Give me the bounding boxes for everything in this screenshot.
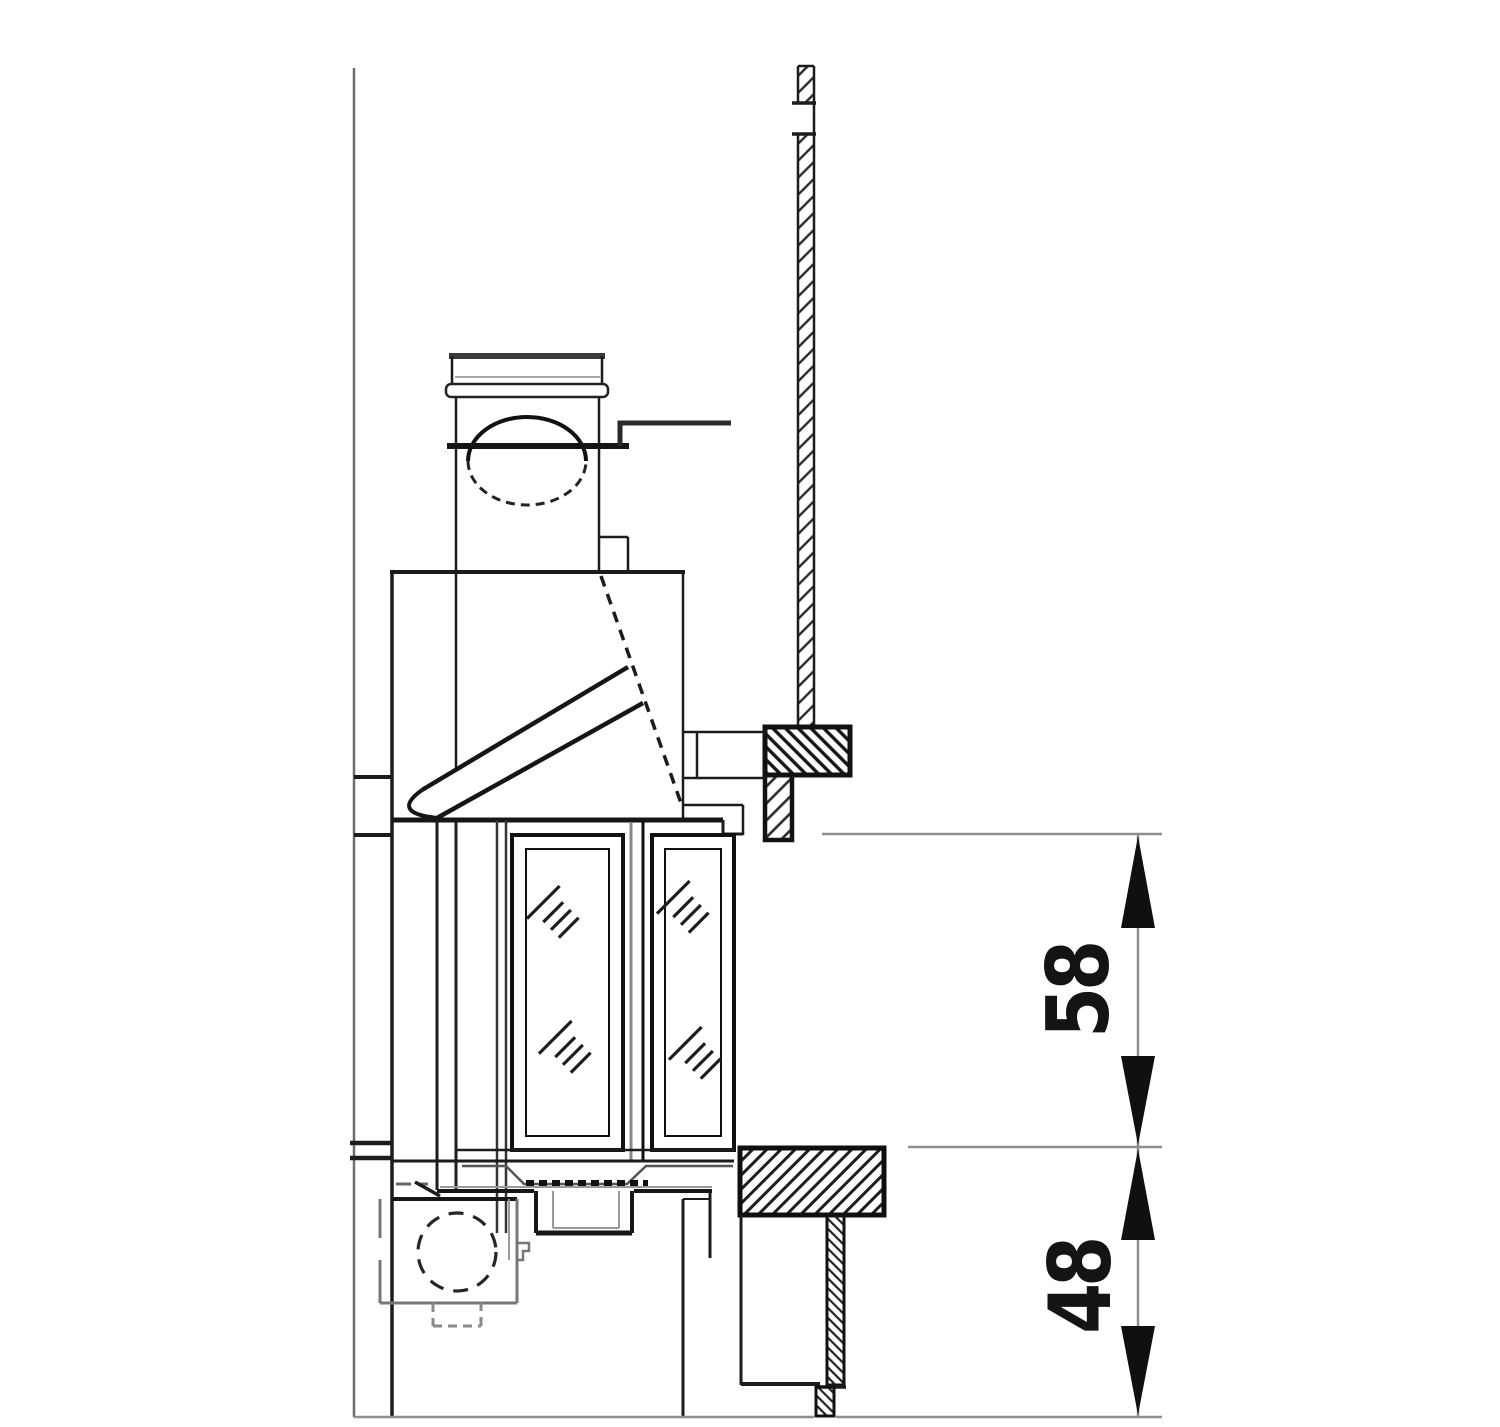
dimension-label-48: 48 [1031, 1224, 1131, 1334]
bench-leg [827, 1215, 844, 1385]
right-glass-pane [665, 849, 721, 1136]
glass-door [512, 822, 734, 1160]
bench-slab [740, 1148, 884, 1215]
left-glass-pane [526, 849, 609, 1136]
dimension-label-58: 58 [1029, 928, 1129, 1038]
bench-foot [816, 1387, 834, 1416]
pipe-collar-ring [446, 384, 608, 397]
